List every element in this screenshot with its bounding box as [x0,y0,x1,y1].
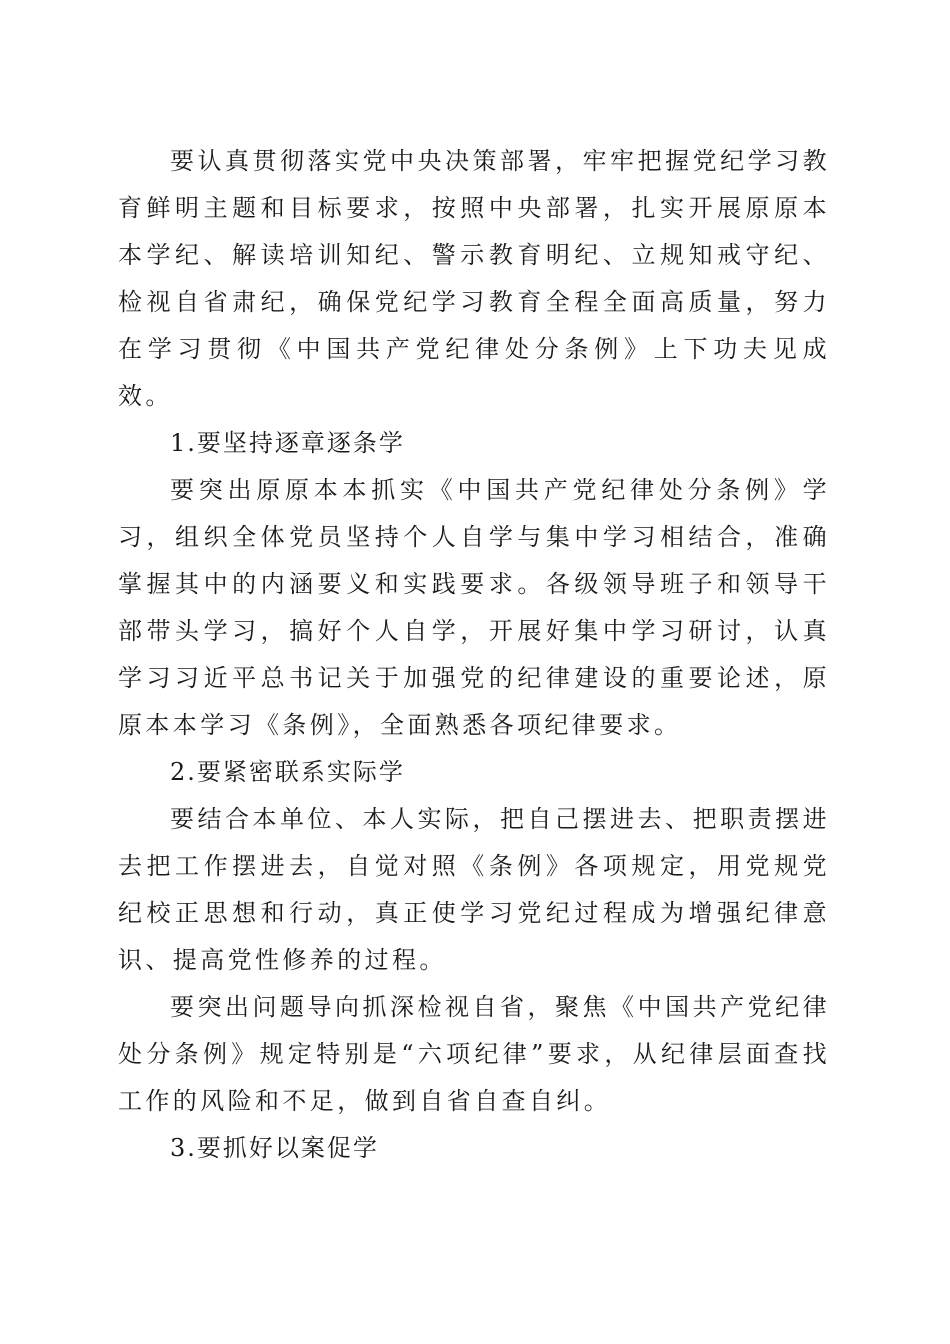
paragraph-study-regulations: 要突出原原本本抓实《中国共产党纪律处分条例》学习，组织全体党员坚持个人自学与集中学习相结合，准确掌握其中的内涵要义和实践要求。各级领导班子和领导干部带头学习，搞好个人自学，开展好集中学习研讨，认真学习习近平总书记关于加强党的纪律建设的重要论述，原原本本学习《条例》，全面熟悉各项纪律要求。 [118,476,830,739]
heading-study-chapter-by-chapter: 1.要坚持逐章逐条学 [170,429,405,457]
paragraph-intro: 要认真贯彻落实党中央决策部署，牢牢把握党纪学习教育鲜明主题和目标要求，按照中央部署，扎实开展原原本本学纪、解读培训知纪、警示教育明纪、立规知戒守纪、检视自省肃纪，确保党纪学习教育全程全面高质量，努力在学习贯彻《中国共产党纪律处分条例》上下功夫见成效。 [118,147,830,410]
paragraph-problem-oriented: 要突出问题导向抓深检视自省，聚焦《中国共产党纪律处分条例》规定特别是“六项纪律”要求，从纪律层面查找工作的风险和不足，做到自省自查自纠。 [118,993,830,1115]
heading-learn-from-cases: 3.要抓好以案促学 [170,1134,379,1162]
paragraph-practice: 要结合本单位、本人实际，把自己摆进去、把职责摆进去把工作摆进去，自觉对照《条例》各项规定，用党规党纪校正思想和行动，真正使学习党纪过程成为增强纪律意识、提高党性修养的过程。 [118,805,830,974]
document-body [118,138,830,1172]
heading-link-with-practice: 2.要紧密联系实际学 [170,758,405,786]
